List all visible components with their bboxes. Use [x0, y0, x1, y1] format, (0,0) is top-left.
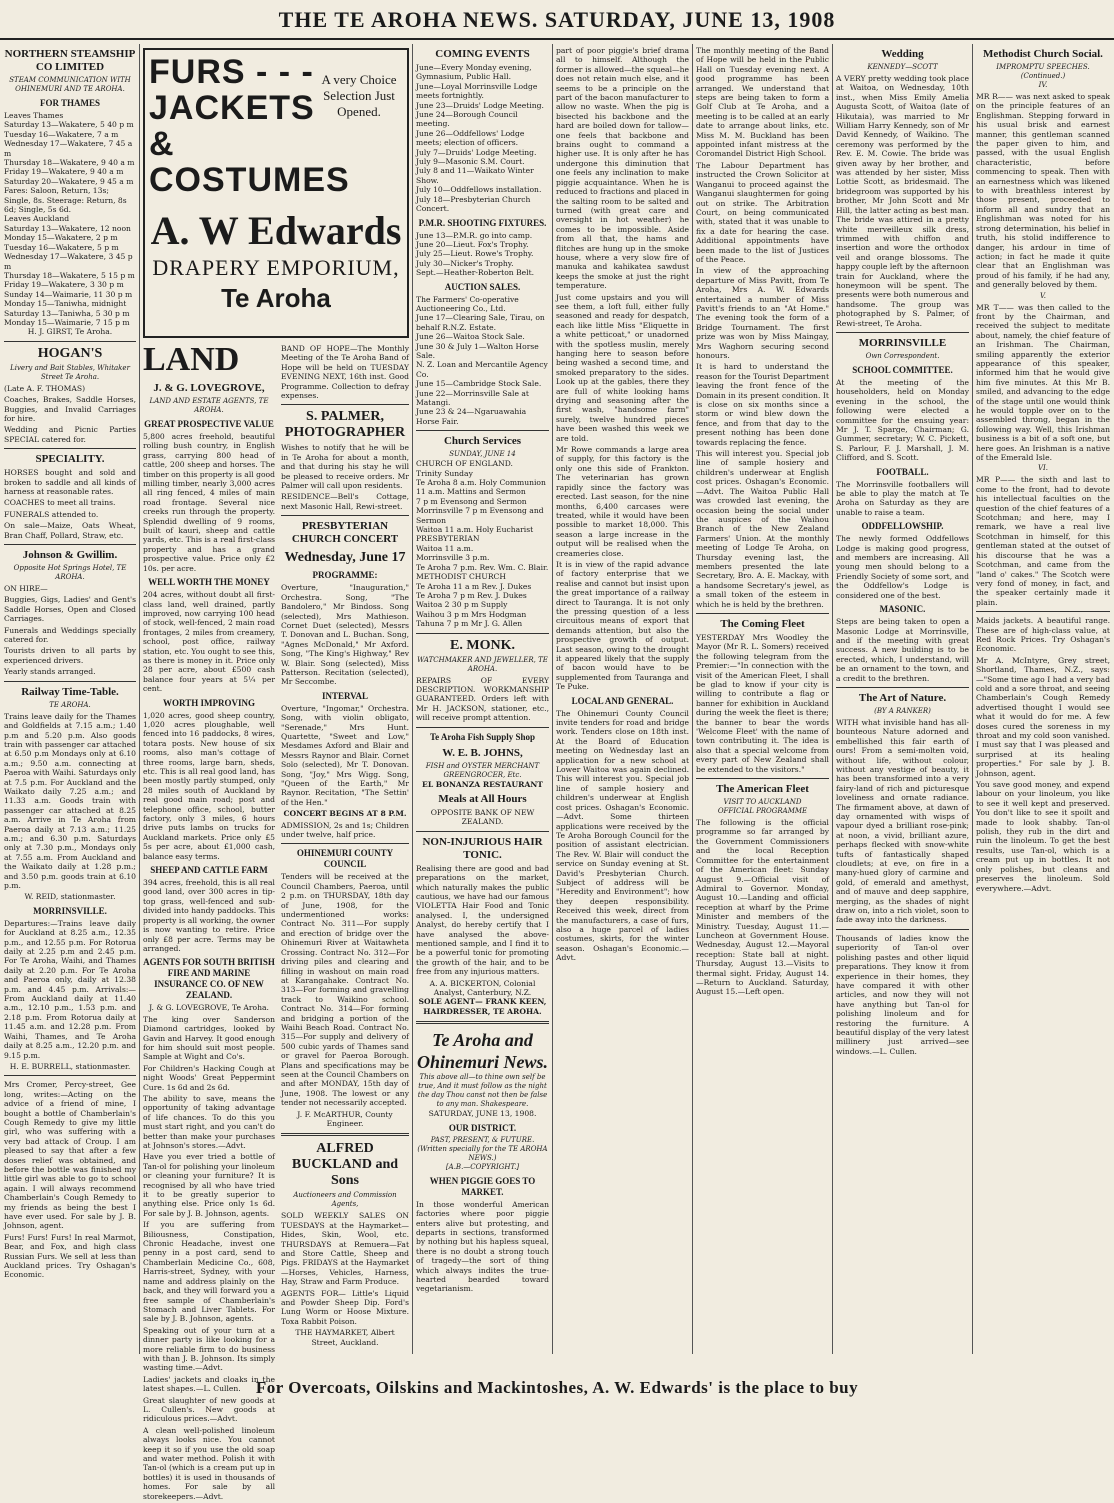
morrinsville-sub: Own Correspondent.	[865, 351, 940, 360]
misc-lines-line: For Children's Hacking Cough at night Woods' Great Peppermint Cure. 1s 6d and 2s 6d.	[143, 1063, 275, 1092]
impromptu: IMPROMPTU SPEECHES.	[996, 63, 1090, 71]
johnson-subtitle: Opposite Hot Springs Hotel, TE AROHA.	[13, 564, 127, 582]
speech-text-2: MR T—— was then called to the front by the Chairman, and received the subject to meditate about, namely, the chief feature of an Irishman. The Chairman, smiling apparently the exterior appearance of this speaker, informed him that he would give him five minutes. At this Mr B. smiled, and advancing to the edge of the stage until one would think he would topple over on to the assembled throng, began in the following way. Well, this Irishman business is a bit of a soft one, but here goes. An Irishman is a native of the Emerald Isle.	[976, 302, 1110, 463]
church-lines-line: Trinity Sunday	[416, 468, 473, 478]
art-text: WITH what invisible hand has all-bounteous Nature adorned and embellished this fair earth of ours! From a semi-molten void, without life, without colour, without any vestige of beauty, it has been transformed into a very fairy-land of rich and picturesque loveliness and ornate radiance. The firmament above, at dawn of day ornamented with wisps of vapour dyed a brilliant rose-pink; at noon, a vivid, brilliant azure, perhaps flecked with snow-white tufts of fantastically shaped cloudlets; at eve, on fire in a many-hued glory of carmine and gold, of emerald and amethyst, and of mauve and deep sapphire, merging, as the shades of night draw on, into a rich violet, soon to fade away into the darkness.	[836, 717, 969, 925]
divider	[416, 633, 549, 634]
news-text-1: The monthly meeting of the Band of Hope will be held in the Public Hall on Tuesday evening next. A good programme has been arranged. We understand that steps are being taken to form a Golf Club at Te Aroha, and a meeting is to be called at an early date to arrange about links, etc. Miss M. M. Buckland has been appointed infant mistress at the Coromandel District High School.	[696, 46, 829, 159]
fish-title: Te Aroha Fish Supply Shop	[429, 731, 536, 742]
spec-lines-line: FUNERALS attended to.	[4, 509, 99, 519]
misc-lines-line: The king over Sanderson Diamond cartridges, looked by Gavin and Harvey. It good enough for him should suit most people. Sample at Wight and Co's.	[143, 1014, 275, 1062]
monk-sub: WATCHMAKER AND JEWELLER, TE AROHA.	[417, 655, 548, 673]
johnson-lines-line: Funerals and Weddings specially catered for.	[4, 625, 136, 645]
church-title: Church Services	[443, 435, 522, 448]
divider	[696, 778, 829, 779]
hogan-lines-line: (Late A. F. THOMAS)	[4, 383, 86, 393]
auction-lines-line: June 26—Waitoa Stock Sale.	[416, 332, 525, 342]
steam-lines-line: Monday 15—Wakatere, 2 p m	[4, 233, 118, 243]
news-text-2: The Labour Department has instructed the Crown Solicitor at Wanganui to proceed against the Wanganui slaughtermen for going out on strike. The Arbitration Court, on being communicated with, stated that it was unable to fix a date for hearing the case. Additional appointments have been made to the list of Justices of the Peace.	[696, 160, 829, 264]
column-4	[416, 44, 549, 1354]
steam-lines-line: Saturday 13—Wakatere, 5 40 p m	[4, 120, 134, 130]
church-lines-line: CHURCH OF ENGLAND.	[416, 459, 513, 469]
news-text-3: In view of the approaching departure of Miss Pavitt, from Te Aroha, Mrs A. W. Edwards entertained a number of Miss Pavitt's friends to an "At Home." The evening took the form of a Bridge Tournament. The first prize was won by Miss Maingay, Mrs Waghorn securing second honours.	[696, 266, 829, 360]
auction-lines-line: June 23 & 24—Ngaruawahia Horse Fair.	[416, 407, 527, 426]
auction-lines-line: The Farmers' Co-operative Auctioneering Co., Ltd.	[416, 294, 519, 313]
steam-lines-line: Wednesday 17—Wakatere, 3 45 p m	[4, 252, 133, 271]
news-text-5: This will interest you. Special job line of sample hosiery and children's underwear at English cost prices. Oshagan's Economic.—Advt. The Waitoa Public Hall was crowded last evening, the occasion being the social under the auspices of the Waihou Branch of the New Zealand Farmers' Union. At the monthly meeting of Lodge Te Aroha, on Thursday evening last, the members presented the late Secretary, Bro. A. E. Mackay, with a handsome Secretary's jewel, as a small token of the esteem in which he is held by the brethren.	[696, 449, 829, 609]
buckland-sub: Auctioneers and Commission Agents,	[293, 1191, 397, 1209]
council-text: Tenders will be received at the Council Chambers, Paeroa, until 2 p.m. on THURSDAY, 18th day of June, 1908, for the undermentioned works: Contract No. 311—For supply and erection of bridge over the Ohinemuri River at Waitawheta Crossing. Contract No. 312—For driving piles and clearing and filling in washout on main road at Karangahake. Contract No. 313—For forming and gravelling track to Waikino school. Contract No. 314—For forming and bridging a portion of the Waihi Beach Road. Contract No. 315—For supply and delivery of 500 cubic yards of Thames sand or gravel for Paeroa Borough. Plans and specifications may be seen at the Council Chambers on and after MONDAY, 15th day of June, 1908. The lowest or any tender not necessarily accepted.	[281, 872, 409, 1108]
odd-text: The newly formed Oddfellows Lodge is making good progress, and members are increasing. All young men should belong to a Friendly Society of some sort, and the Oddfellow's Lodge is considered one of the best.	[836, 534, 969, 600]
furs-business: DRAPERY EMPORIUM,	[152, 255, 400, 280]
wedding-sub: KENNEDY—SCOTT	[867, 63, 938, 71]
railway-subtitle: TE AROHA.	[49, 700, 91, 709]
fish-restaurant: EL BONANZA RESTAURANT	[422, 779, 543, 789]
band-of-hope: BAND OF HOPE—The Monthly Meeting of the Te Aroha Band of Hope will be held on TUESDAY EVENING NEXT, 16th inst. Good Programme. Collection to defray expenses.	[281, 344, 409, 401]
column-rule	[139, 44, 140, 1354]
masthead	[0, 0, 1114, 40]
steamship-schedule	[4, 111, 136, 327]
johnson-title: Johnson & Gwillim.	[22, 549, 118, 562]
concert-begins: CONCERT BEGINS AT 8 P.M.	[283, 809, 407, 819]
shooting-lines-line: Sept.—Heather-Roberton Belt.	[416, 268, 535, 278]
church-lines-line: Waihou 3 p m Mrs Hodgman	[416, 609, 527, 619]
johnson-lines-line: Tourists driven to all parts by experienced drivers.	[4, 646, 136, 665]
american-fleet-sub: VISIT TO AUCKLAND	[723, 798, 802, 807]
concert-title: PRESBYTERIAN CHURCH CONCERT	[291, 520, 399, 546]
land-firm: J. & G. LOVEGROVE,	[153, 382, 265, 394]
buckland-sales: SOLD WEEKLY SALES ON TUESDAYS at the Haymarket—Hides, Skin, Wool, etc. THURSDAYS at Remuera—Fat and Store Cattle, Sheep and Pigs. FRIDAYS at the Haymarket—Horses, Vehicles, Harness, Hay, Straw and Farm Produce.	[281, 1211, 409, 1287]
steam-lines-line: Friday 19—Wakatere, 3 30 p m	[4, 280, 124, 290]
coming-fleet-text: YESTERDAY Mrs Woodley the Mayor (Mr R. L. Somers) received the following telegram from the Premier:—"In connection with the visit of the American Fleet, I shall be glad to know if your city is willing to contribute a flag or banner for exhibition in Auckland during the week the fleet is there; the banner to bear the words 'Welcome Fleet' with the name of town contributing it. The idea is also that a special welcome from every part of New Zealand shall be extended to the visitors."	[696, 632, 829, 774]
column-2	[143, 44, 409, 1501]
land-item-body: 204 acres, without doubt all first-class land, well drained, partly improved, now carrying 100 head of stock, well-fenced, 2 main road frontages, 2 miles from creamery, school, post office, railway station, etc. You ought to see this, as there is money in it. Price only 28 per acre, about £500 cash balance four years at 5¼ per cent.	[143, 590, 275, 694]
col3-block	[281, 342, 409, 1503]
auction-title: AUCTION SALES.	[444, 281, 521, 292]
steam-lines-line: Tuesday 16—Wakatere, 5 p m	[4, 242, 119, 252]
divider	[836, 929, 969, 930]
article-title: WHEN PIGGIE GOES TO MARKET.	[429, 1175, 536, 1197]
coming-lines-line: June 23—Druids' Lodge Meeting.	[416, 100, 544, 110]
divider	[976, 611, 1110, 612]
misc-lines-line: Great slaughter of new goods at L. Cullen's. New goods at ridiculous prices.—Advt.	[143, 1395, 275, 1424]
shooting-lines-line: July 25—Lieut. Rowe's Trophy.	[416, 249, 534, 259]
buckland-agents: AGENTS FOR— Little's Liquid and Powder Sheep Dip. Ford's Lung Worm or Hoose Mixture. Toxa Rabbit Poison.	[281, 1288, 409, 1326]
piggie-text-3: Mr Rowe commands a large area of supply, for this factory is the only one this side of Frankton. The veterinarian has grown rapidly since the factory was erected. Last season, for the nine months, 6,400 carcases were treated, while it would have been possible to market 18,000. This season a large increase in the output will be realised when the creameries close.	[556, 445, 689, 558]
football-text: The Morrinsville footballers will be able to play the match at Te Aroha on Saturday as they are unable to raise a team.	[836, 479, 969, 517]
continued: (Continued.)	[1020, 72, 1066, 80]
coming-lines-line: June 24—Borough Council meeting.	[416, 110, 518, 129]
misc-lines-line: Have you ever tried a bottle of Tan-ol for polishing your linoleum or cleaning your furniture? It is recognised by all who have tried it to be greatly superior to anything else. Price only 1s 6d. For sale by J. B. Johnson, agents.	[143, 1152, 275, 1218]
steam-lines-line: Friday 19—Wakatere, 9 40 a m	[4, 167, 124, 177]
coming-lines-line: July 7—Druids' Lodge Meeting.	[416, 147, 537, 157]
art-title: The Art of Nature.	[858, 691, 947, 704]
steam-lines-line: Thursday 18—Wakatere, 9 40 a m	[4, 158, 135, 168]
shooting-title: P.M.R. SHOOTING FIXTURES.	[418, 217, 547, 228]
divider	[416, 430, 549, 431]
maids-notice: Maids jackets. A beautiful range. These are of high-class value, at Red Rock Prices. Try Oshagan's Economic.	[976, 616, 1110, 654]
auction-lines-line: June 17—Clearing Sale, Tirau, on behalf R.N.Z. Estate.	[416, 313, 545, 332]
coming-events-title: COMING EVENTS	[435, 48, 530, 60]
divider	[4, 448, 136, 449]
concert-programme-2: Overture, "Ingomar," Orchestra. Song, with violin obligato, "Serenade," Mrs Hunt. Quartette, "Sweet and Low," Mesdames Axford and Blair and Messrs Raynor and Blair. Cornet Solo (selected), Mr T. Donovan. Song, "Joy," Mrs Wigg. Song, "Queen of the Earth," Mr Raynor. Recitation, "The Settin' of the Hen."	[281, 703, 409, 807]
column-rule	[412, 44, 413, 1354]
divider	[836, 687, 969, 688]
furs-notice: Furs! Furs! Furs! In real Marmot, Bear, and Fox, and high class Russian Furs. We sell at less than Auckland prices. Try Oshagan's Economic.	[4, 1232, 136, 1280]
misc-lines-line: Ladies' jackets and cloaks in the latest shapes.—L. Cullen.	[143, 1374, 275, 1394]
auction-lines-line: June 22—Morrinsville Sale at Matangi.	[416, 388, 529, 407]
speciality-details	[4, 468, 136, 540]
land-item-body: 394 acres, freehold, this is all real good land, over 300 acres in tip-top grass, well-fenced and sub-divided into handy paddocks. This property is all working, the owner is now wanting to retire. Price only £8 per acre. Terms may be arranged.	[143, 878, 275, 953]
column-5	[556, 44, 689, 1354]
steam-lines-line: Monday 15—Waimarie, 7 15 p m	[4, 317, 130, 327]
american-fleet-sub-2: OFFICIAL PROGRAMME	[717, 807, 808, 816]
land-item-head: GREAT PROSPECTIVE VALUE	[144, 419, 274, 429]
tonic-text: Realising there are good and bad preparations on the market, which naturally makes the public cautious, we have had our famous VIOLETTA Hair Food and Tonic analysed. I, the undersigned Analyst, do hereby certify that I have analysed the above-mentioned sample, and I find it to be a powerful tonic for promoting the growth of the hair, and to be free from any injurious matters.	[416, 863, 549, 977]
misc-lines-line: A clean well-polished linoleum always looks nice. You cannot keep it so if you use the old soap and water method. Polish it with Tan-ol (which is a cream put up in bottles) it is used in thousands of homes. For sale by all storekeepers.—Advt.	[143, 1425, 275, 1501]
shooting-lines-line: June 20—Lieut. Fox's Trophy.	[416, 239, 529, 249]
copyright: [A.B.—COPYRIGHT.]	[445, 1162, 520, 1171]
divider	[4, 341, 136, 342]
coming-lines-line: July 10—Oddfellows installation.	[416, 185, 542, 195]
railway-text-2: Departures:—Trains leave daily for Auckland at 8.25 a.m., 12.35 p.m., and 12.55 p.m. For Rotorua daily at 2.25 p.m and 2.45 p.m. For Te Aroha, Waihi, and Thames daily at 2.20 p.m. For Te Aroha and Paeroa only, daily at 12.38 p.m. and 4.45 p.m. Arrivals:—From Auckland daily at 11.40 a.m., 12.10 p.m., 1.53 p.m. and 2.18 p.m. From Rotorua daily at 11.45 a.m. and 12.28 p.m. From Waihi, Thames, and Te Aroha daily at 8.25 a.m., 12.20 p.m. and 9.15 p.m.	[4, 918, 136, 1060]
palmer-title: S. PALMER, PHOTOGRAPHER	[284, 409, 406, 441]
council-title: OHINEMURI COUNTY COUNCIL	[296, 848, 394, 870]
church-lines-line: Morrinsville 7 p m Evensong and Sermon	[416, 506, 544, 525]
steam-lines-line: Sunday 14—Waimarie, 11 30 p m	[4, 289, 133, 299]
paper-motto: This above all—to thine own self be true, And it must follow as the night the day Thou canst not then be false to any man. Shakespeare.	[417, 1073, 548, 1109]
furs-headline: FURS - - - JACKETS & COSTUMES	[149, 53, 350, 199]
auction-lines-line: June 15—Cambridge Stock Sale.	[416, 379, 542, 389]
morrinsville-title: MORRINSVILLE	[858, 336, 947, 349]
railway-text: Trains leave daily for the Thames and Goldfields at 7.15 a.m.; 1.40 p.m and 5.20 p.m. Also goods train with passenger car attached at 6.50 p.m Mondays only at 6.10 a.m.; 9.50 a.m. connecting at Paeroa with Waihi. Saturdays only at 7.5 p.m. For Auckland and the Waikato daily 7.25 a.m.; and 11.33 a.m. Goods train with passenger car attached at 8.25 a.m. Arrive in Te Aroha from Paeroa daily at 7.13 a.m.; 11.25 a.m.; and 6.30 p.m. Saturdays only at 7.30 p.m., Mondays only at 7.55 a.m. From Auckland and the Waikato daily at 1.28 p.m.; and 3.50 p.m. goods train at 6.10 p.m.	[4, 711, 136, 890]
church-lines-line: Tahuna 7 p m Mr J. G. Allen	[416, 619, 523, 629]
steam-lines-line: Leaves Auckland	[4, 214, 70, 224]
concert-interval: INTERVAL	[321, 690, 369, 701]
land-item-head: SHEEP AND CATTLE FARM	[150, 865, 268, 876]
column-rule	[832, 44, 833, 1354]
railway-title: Railway Time-Table.	[21, 685, 119, 698]
piggie-text-4: It is in view of the rapid advance of factory enterprise that we realise and cannot but insist upon the great importance of a railway direct to Tauranga. It is not only the pressing question of a less circuitous means of export that demands attention, but also the prospective growth of output. Last season, owing to the drought it appeared likely that the supply of bacon would have to be supplemented from Tauranga and Te Puke.	[556, 559, 689, 692]
tonic-agent: SOLE AGENT— FRANK KEEN, HAIRDRESSER, TE AROHA.	[418, 997, 547, 1016]
monk-body: REPAIRS OF EVERY DESCRIPTION. WORKMANSHIP GUARANTEED. Orders left with Mr H. JACKSON, stationer, etc., will receive prompt attention.	[416, 675, 549, 723]
divider	[416, 1021, 549, 1024]
column-1	[4, 44, 136, 1354]
cromer-notice: Mrs Cromer, Percy-street, Gee long, writes:—Acting on the advice of a friend of mine, I bought a bottle of Chamberlain's Cough Remedy to give my little girl, who was suffering with a very bad attack of Croup. I am pleased to say that after a few doses relief was obtained, and before the bottle was finished my little girl was able to go to school again. I will always recommend Chamberlain's Cough Remedy to my friends as being the best I have ever used. For sale by J. B. Johnson, agent.	[4, 1080, 136, 1231]
church-list	[416, 459, 549, 628]
news-text-4: It is hard to understand the reason for the Tourist Department leaving the front fence of the Domain in its present condition. It is close on six months since a storm or wind blew down the fence, and from that day to the present nothing has been done towards replacing the fence.	[696, 362, 829, 447]
railway-signed: W. REID, stationmaster.	[24, 892, 116, 902]
wedding-title: Wedding	[881, 48, 924, 60]
divider	[836, 332, 969, 333]
misc-lines-line: If you are suffering from Biliousness, Constipation, Chronic Headache, invest one penny in a post card, send to Chamberlain Medicine Co., 608, Harris-street, Sydney, with your name and address plainly on the back, and they will forward you a free sample of Chamberlain's Stomach and Liver Tablets. For sale by J. B. Johnson, agents.	[143, 1220, 275, 1324]
concert-date: Wednesday, June 17	[284, 550, 406, 566]
steam-lines-line: Monday 15—Taniwha, midnight	[4, 299, 127, 309]
church-lines-line: Te Aroha 8 a.m. Holy Communion	[416, 478, 546, 488]
concert-programme-head: PROGRAMME:	[312, 570, 378, 581]
concert-programme: Overture, "Inauguration," Orchestra. Song, "The Bandolero," Mr Bindoss. Song (selected), Mrs Mathieson. Cornet Duet (selected), Messrs T. Donovan and L. Buchan. Song, "Agnes McDonald," Mr Axford. Song, "The King's Highway," Rev W. Blair. Song (selected), Miss Patterson. Recitation (selected), Mr Seccombe.	[281, 583, 409, 687]
concert-admission: ADMISSION, 2s and 1s; Children under twelve, half price.	[281, 820, 409, 840]
section-5: V.	[1039, 291, 1047, 300]
series-title: PAST, PRESENT, & FUTURE. (Written specially for the TE AROHA NEWS.)	[417, 1135, 548, 1162]
misc-lines-line: Speaking out of your turn at a dinner party is like looking for a more reliable firm to do business with than J. B. Johnson. Its simply wasting time.—Advt.	[143, 1325, 275, 1373]
land-sub: LAND AND ESTATE AGENTS, TE AROHA.	[149, 397, 269, 414]
coming-lines-line: July 9—Masonic S.M. Court.	[416, 157, 525, 167]
monk-title: E. MONK.	[450, 637, 515, 653]
furs-side: A very Choice Selection Just Opened.	[321, 72, 397, 119]
fish-opp: OPPOSITE BANK OF NEW ZEALAND.	[430, 807, 535, 827]
divider	[4, 544, 136, 545]
church-lines-line: Waitoa 2 30 p m Supply	[416, 600, 508, 610]
misc-notices	[143, 1015, 275, 1501]
coming-lines-line: June 26—Oddfellows' Lodge meets; election of officers.	[416, 128, 525, 148]
article-text: In those wonderful American factories where poor piggie enters alive but protesting, and departs in sections, transformed by nothing but his hapless squeal, there is no doubt a strong touch of tragedy—the sort of thing which always indites the true-hearted bearded toward vegetarianism.	[416, 1199, 549, 1294]
misc-lines-line: The ability to save, means the opportunity of taking advantage of life chances. To do this you must start right, and you can't do better than make your purchases at Johnson's stores.—Advt.	[143, 1093, 275, 1150]
church-lines-line: METHODIST CHURCH	[416, 572, 506, 582]
buckland-footer: THE HAYMARKET, Albert Street, Auckland.	[295, 1328, 395, 1347]
divider	[281, 1133, 409, 1136]
spec-lines-line: COACHES to meet all trains.	[4, 498, 116, 508]
shooting-lines-line: June 13—P.M.R. go into camp.	[416, 230, 533, 240]
football-title: FOOTBALL.	[876, 466, 929, 477]
methodist-title: Methodist Church Social.	[983, 48, 1103, 60]
johnson-lines-line: ON HIRE—	[4, 584, 48, 594]
column-rule	[692, 44, 693, 1354]
auction-lines-line: N. Z. Loan and Mercantile Agency Co.	[416, 360, 548, 379]
column-rule	[552, 44, 553, 1354]
footer-advert: For Overcoats, Oilskins and Mackintoshes, A. W. Edwards' is the place to buy	[255, 1378, 859, 1397]
divider	[696, 613, 829, 614]
auction-list	[416, 295, 549, 427]
speech-text-3: MR P—— the sixth and last to come to the front, had to devote his intellectual faculties on the question of the chief features of a Scotchman; and here, may I remark, we have a real live Scotchman in himself, for this gentleman stated at the outset of his discourse that he was a Scotchman, and came from the "land o' cakes." The Scotch were very fond of money, in fact, and the speaker certainly made it plain.	[976, 475, 1110, 607]
masonic-title: MASONIC.	[879, 604, 926, 615]
section-6: VI.	[1037, 464, 1049, 473]
steamship-for: FOR THAMES	[39, 98, 101, 108]
church-lines-line: Te Aroha 7 p.m. Rev. Wm. C. Blair.	[416, 562, 549, 572]
johnson-details	[4, 584, 136, 677]
district-title: OUR DISTRICT.	[448, 1122, 517, 1133]
divider	[416, 727, 549, 728]
divider	[281, 843, 409, 844]
land-agents-head: AGENTS FOR SOUTH BRITISH FIRE AND MARINE INSURANCE CO. OF NEW ZEALAND.	[143, 957, 275, 1001]
steam-lines-line: Saturday 13—Wakatere, 12 noon	[4, 223, 131, 233]
railway-signed-2: H. E. BURRELL, stationmaster.	[9, 1061, 131, 1071]
johnson-lines-line: Buggies, Gigs, Ladies' and Gent's Saddle Horses, Open and Closed Carriages.	[4, 595, 136, 624]
furs-advert	[143, 48, 409, 338]
hogan-lines-line: Coaches, Brakes, Saddle Horses, Buggies, and Invalid Carriages for hire.	[4, 395, 136, 423]
local-general-text: The Ohinemuri County Council invite tenders for road and bridge work. Tenders close on 18th inst. At the Board of Education meeting on Wednesday last an application for a new school at Lower Waitoa was again declined. This will interest you. Special job line of sample hosiery and children's underwear at English cost prices. Oshagan's Economic.—Advt. Some thirteen applications were received by the Te Aroha Borough Council for the position of assistant electrician. The Rev. W. Blair will conduct the service on Sunday evening at St. David's Presbyterian Church. Subject of address will be "Heredity and Environment"; how they deepen responsibility. Received this week, direct from the manufacturers, a case of furs, also a huge parcel of ladies costumes, skirts, for the winter season. Oshagan's Economic.—Advt.	[556, 708, 689, 963]
coming-fleet-title: The Coming Fleet	[720, 617, 805, 630]
land-item-head: WORTH IMPROVING	[163, 697, 255, 708]
section-4: IV.	[1038, 81, 1048, 89]
divider	[4, 681, 136, 682]
tonic-title: NON-INJURIOUS HAIR TONIC.	[422, 835, 543, 861]
fish-firm: W. E. B. JOHNS,	[442, 746, 523, 759]
shooting-list	[416, 231, 549, 278]
fish-sub: FISH and OYSTER MERCHANT GREENGROCER, Etc.	[425, 761, 540, 779]
coming-lines-line: July 18—Presbyterian Church Concert.	[416, 194, 531, 214]
save-notice: You save good money, and expend labour on your linoleum, you like to see it well kept and preserved. You don't like to see it spoilt and made to look shabby. Tan-ol polish, they rub in the dirt and ruin the linoleum. To get the best results, use Tan-ol, which is a cream put up in bottles. It not only polishes, but cleans and preserves the linoleum. Sold everywhere.—Advt.	[976, 780, 1110, 893]
school-text: At the meeting of the householders, held on Monday evening in the school, the following were elected a committee for the ensuing year: Mr J. T. Sparge, Chairman; G. Gummer, secretary; W. C. Pickett, S. Parlour, F. J. Marshall, J. M. Clifford, and S. Scott.	[836, 377, 969, 463]
steam-lines-line: Saturday 20—Wakatere, 9 45 a m	[4, 176, 134, 186]
church-lines-line: Waitoa 11 a.m.	[416, 543, 474, 553]
paper-date: SATURDAY, JUNE 13, 1908.	[428, 1109, 537, 1119]
land-listings	[143, 419, 275, 953]
palmer-residence: RESIDENCE—Bell's Cottage, next Masonic Hall, Rewi-street.	[281, 492, 409, 511]
hogan-details	[4, 384, 136, 444]
council-signed: J. F. McARTHUR, County Engineer.	[297, 1109, 393, 1128]
shooting-lines-line: July 30—Nicker's Trophy.	[416, 258, 514, 268]
steam-lines-line: Saturday 13—Taniwha, 5 30 p m	[4, 308, 130, 318]
land-advert	[143, 342, 275, 1503]
coming-lines-line: July 8 and 11—Waikato Winter Show.	[416, 166, 534, 185]
odd-title: ODDFELLOWSHIP.	[861, 521, 944, 532]
furs-firm: A. W Edwards	[150, 208, 402, 253]
divider	[4, 1075, 136, 1076]
church-date: SUNDAY, JUNE 14	[449, 450, 516, 459]
american-fleet-title: The American Fleet	[716, 783, 809, 796]
hogan-title: HOGAN'S	[37, 345, 103, 361]
johnson-lines-line: Yearly stands arranged.	[4, 667, 96, 677]
art-sub: (BY A RANKER)	[874, 706, 931, 715]
steam-lines-line: Leaves Thames	[4, 111, 64, 120]
local-general-title: LOCAL AND GENERAL.	[571, 695, 674, 706]
wedding-text: A VERY pretty wedding took place at Waitoa, on Wednesday, 10th inst., when Miss Emily Amelia Augusta Scott, of Waitoa (late of Hikutaia), was married to Mr William Harry Kennedy, son of Mr David Kennedy, of Waikino. The ceremony was performed by the Rev. E. M. Cowie. The bride was given away by her brother, and was attended by her sister, Miss Lottie Scott, as bridesmaid. The bridegroom was supported by his brother, Mr John Scott and Mr Hill, the latter acting as best man. The bride was attired in a pretty white merveilleux silk dress, trimmed with chiffon and insertion and wore the orthodox veil and orange blossoms. The happy couple left by the afternoon train for Auckland, where the honeymoon will be spent. The presents were both numerous and handsome. The group was photographed by S. Palmer, of Rewi-street, Te Aroha.	[836, 74, 969, 328]
land-title: LAND	[143, 341, 240, 378]
paper-title: Te Aroha and Ohinemuri News.	[416, 1030, 549, 1073]
masonic-text: Steps are being taken to open a Masonic Lodge at Morrinsville, and if the meeting with great success. A new building is to be erected, which, I understand, will be an ornament to the town, and a credit to the brethren.	[836, 617, 969, 683]
piggie-text-1: part of poor piggie's brief drama all to himself. Although the former is allowed—the squeal—he does not retain much else, and it seems to be a principle on the part of the bacon manufacturer to allow no waste. When the pig is bisected his backbone and the hard are boiled down for tallow—one feels that backbone and brains ought to command a higher use. It is only after he has undergone this diminution that one feels any inclination to make piggie acquaintance. When he is reduced to fractions and placed in the salting room to be salted and turned (with great care and oversight in hot weather) he comes to be impossible. Aside from all that, the hams and flitches are hung up in the smoke house, where a very slow fire of manuka and kahikatea sawdust keeps the smoke at just the right temperature.	[556, 46, 689, 291]
land-item-head: WELL WORTH THE MONEY	[148, 577, 270, 588]
church-lines-line: Waitoa 11 a.m. Holy Eucharist	[416, 525, 534, 535]
steam-lines-line: Thursday 18—Wakatere, 5 15 p m	[4, 270, 135, 280]
mcintyre-notice: Mr A. McIntyre, Grey street, Shortland, Thames, N.Z., says:—"Some time ago I had a very bad cold and a sore throat, and seeing Chamberlain's Cough Remedy advertised thought I would see what it would do for me. A few doses cured the soreness in my throat and my cold soon vanished. I must say that I was pleased and surprised at its healing properties." For sale by J. B. Johnson, agent.	[976, 655, 1110, 778]
church-lines-line: Morrinsville 3 p.m.	[416, 553, 490, 563]
steamship-subtitle: STEAM COMMUNICATION WITH OHINEMURI AND TE AROHA.	[9, 76, 131, 93]
spec-lines-line: HORSES bought and sold and broken to saddle and all kinds of harness at reasonable rates.	[4, 468, 136, 496]
coming-lines-line: June—Loyal Morrinsville Lodge meets fortnightly.	[416, 81, 538, 101]
palmer-text: Wishes to notify that he will be in Te Aroha for about a month, and that during his stay he will be pleased to receive orders. Mr Palmer will call upon residents.	[281, 443, 409, 491]
masthead-title: THE TE AROHA NEWS. SATURDAY, JUNE 13, 1908	[278, 7, 836, 32]
furs-town: Te Aroha	[221, 283, 331, 313]
steamship-agent: H. J. GIRST, Te Aroha.	[27, 327, 113, 337]
divider	[281, 515, 409, 516]
steam-lines-line: Wednesday 17—Wakatere, 7 45 a m	[4, 139, 133, 158]
church-lines-line: Te Aroha 7 p m Rev. J. Dukes	[416, 590, 527, 600]
speciality-title: SPECIALITY.	[35, 453, 105, 466]
column-6	[696, 44, 829, 1354]
steamship-title: NORTHERN STEAMSHIP CO LIMITED	[4, 48, 136, 73]
thousands-notice: Thousands of ladies know the superiority of Tan-ol over polishing pastes and other liquid preparations. They know it from experience in their homes, they have compared it with other articles, and now they will not have anything but Tan-ol for polishing linoleum and for restoring the furniture. A beautiful display of the very latest millinery just arrived—see windows.—L. Cullen.	[836, 933, 969, 1056]
column-8	[976, 44, 1110, 1354]
church-lines-line: 11 a.m. Mattins and Sermon	[416, 487, 526, 497]
buckland-title: ALFRED BUCKLAND and Sons	[291, 1141, 399, 1189]
speech-text-1: MR R—— was next asked to speak on the principle features of an Englishman. Stepping forward in his usual brisk and earnest manner, this gentleman scanned the paper given to him, and passed, with the usual English characteristic, before commencing to speak. Then with an earnestness which was likened to with breathless interest by those present, proceeded to inform all and sundry that an Englishman was noted for his strong determination, his belief in truth, his stolid indifference to danger, his ardour in time of action; in fact he made it quite clear that an Englishman was proud of his family, if he had any, and generally beloved by them.	[976, 92, 1110, 290]
church-lines-line: 7 p m Evensong and Sermon	[416, 496, 527, 506]
land-item-body: 5,800 acres freehold, beautiful rolling bush country, in English grass, carrying 800 head of cattle, 200 sheep and horses. The timber on this property is all good milling timber, nearly 3,000 acres all ring fenced, 4 miles of main road frontage. Several nice creeks run through the property. Splendid dwelling of 9 rooms, built of kauri, sheep and cattle yards, etc. This is a real first-class property and has a grand prospective value. Price only £2 10s. per acre.	[143, 432, 275, 573]
hogan-lines-line: Wedding and Picnic Parties SPECIAL catered for.	[4, 425, 136, 444]
piggie-text-2: Just come upstairs and you will see them, a loft full, either fully seasoned and ready for despatch, each like little Miss "Eliquette in a white petticoat," or unadorned with the spotless muslin, merely hanging here to season before being washed a second time, and smoked preparatory to the sides. Look up at the gables, there they are full of white looking hams drying and seasoning after the first wash, "handsome farm" surely, twelve hundred pieces have been washed this week we are told.	[556, 292, 689, 443]
coming-events-list	[416, 63, 549, 214]
coming-lines-line: June—Every Monday evening, Gymnasium, Public Hall.	[416, 63, 532, 82]
spec-lines-line: On sale—Maize, Oats Wheat, Bran Chaff, Pollard, Straw, etc.	[4, 521, 136, 540]
column-7	[836, 44, 969, 1354]
land-item-body: 1,020 acres, good sheep country, 1,020 acres ploughable, well fenced into 16 paddocks, 8 wires, totara posts. New house of six rooms, also man's cottage of three rooms, large barn, sheds, etc. This is all real good land, has been mostly partly stumped, only 28 miles south of Auckland by real good main road; post and telephone office, school, butter factory, only 3 miles, 6 hours drive puts lambs on trucks for Auckland markets. Price only £5 5s per acre, about £1,000 cash, balance easy terms.	[143, 710, 275, 861]
land-agents-sign: J. & G. LOVEGROVE, Te Aroha.	[149, 1003, 269, 1013]
steam-lines-line: Tuesday 16—Wakatere, 7 a m	[4, 129, 119, 139]
railway-morrinsville: MORRINSVILLE.	[33, 905, 107, 916]
school-title: SCHOOL COMMITTEE.	[852, 364, 953, 375]
hogan-subtitle: Livery and Bait Stables, Whitaker Street Te Aroha.	[10, 363, 130, 381]
divider	[281, 404, 409, 405]
fish-meals: Meals at All Hours	[438, 792, 527, 805]
column-rule	[972, 44, 973, 1354]
tonic-signed: A. A. BICKERTON, Colonial Analyst, Canterbury, N.Z.	[429, 978, 536, 998]
american-fleet-text: The following is the official programme so far arranged by the Government Commissioners and the local Reception Committee for the entertainment of the American fleet: Sunday August 9.—Official visit of Admiral to Governor. Monday, August 10.—Landing and official reception at wharf by the Prime Minister and members of the Ministry. Tuesday, August 11.—Luncheon at Government House. Wednesday, August 12.—Mayoral reception: State ball at night. Thursday, August 13.—Visits to thermal sight. Friday, August 14.—Return to Auckland. Saturday, August 15.—Left open.	[696, 818, 829, 997]
divider	[416, 831, 549, 832]
auction-lines-line: June 30 & July 1—Walton Horse Sale.	[416, 341, 539, 360]
church-lines-line: Te Aroha 11 a m Rev. J. Dukes	[416, 581, 532, 591]
church-lines-line: PRESBYTERIAN	[416, 534, 480, 544]
steam-lines-line: Fares: Saloon, Return, 13s; Single, 8s. Steerage: Return, 8s 6d; Single, 5s 6d.	[4, 186, 127, 215]
